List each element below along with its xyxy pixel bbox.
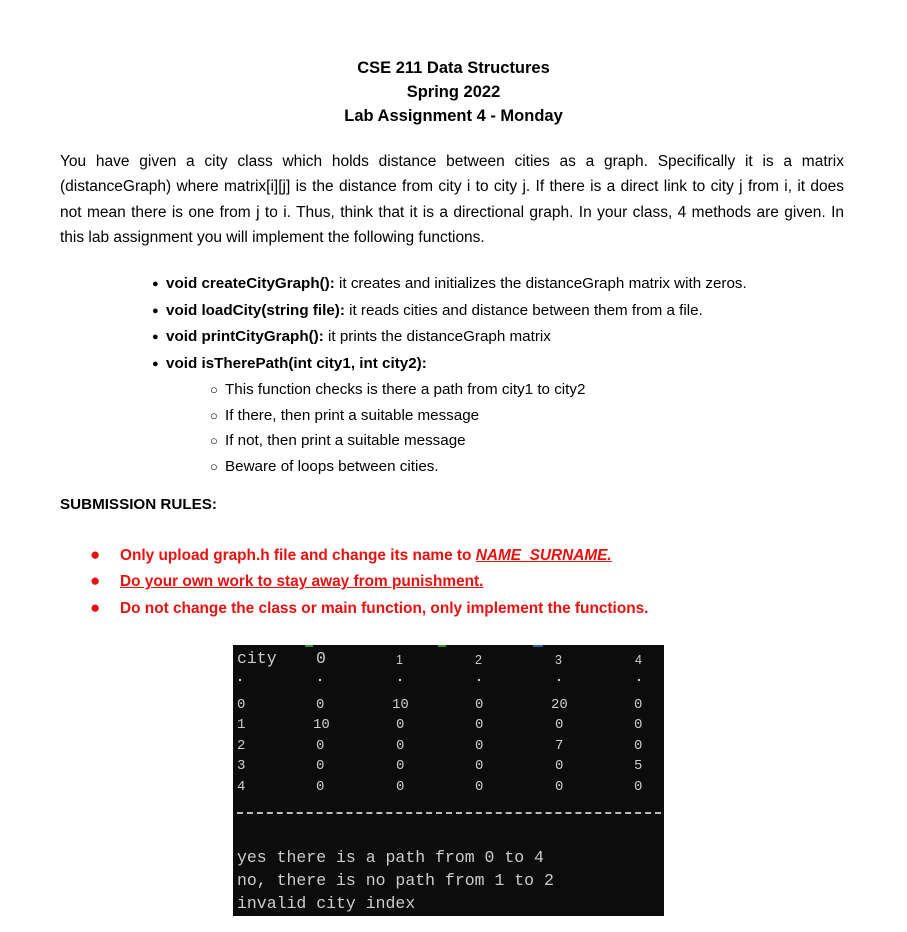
terminal-separator — [237, 812, 661, 814]
function-item — [152, 324, 852, 351]
column-header: 2 — [475, 653, 482, 667]
circle-bullet-icon: ○ — [210, 433, 218, 448]
rule-no-change: Do not change the class or main function, only implement the functions. — [120, 599, 649, 617]
matrix-cell: 10 — [313, 717, 330, 733]
rule-item — [90, 595, 648, 621]
matrix-cell: 0 — [316, 758, 325, 774]
header-dash — [319, 679, 321, 681]
path-note: ○ This function checks is there a path from city1 to city2 — [210, 377, 852, 403]
document-title-block — [0, 56, 907, 128]
name-surname-link: NAME_SURNAME. — [475, 547, 612, 564]
matrix-cell: 0 — [634, 779, 643, 795]
matrix-cell: 0 — [634, 717, 643, 733]
intro-paragraph: You have given a city class which holds distance between cities as a graph. Specifically it is a matrix (distanceGraph) where matrix[i][j] is the distance from city i to city j. If there is a direct link to city j from i, it does not mean there is one from j to i. Thus, think that it is a directional graph. In your class, 4 methods are given. In this lab assignment you will implement the following functions. — [60, 153, 844, 246]
bullet-icon: ● — [152, 331, 159, 343]
row-label: 3 — [237, 758, 246, 774]
column-header: 1 — [396, 653, 403, 667]
function-item — [152, 298, 852, 325]
header-dash — [558, 679, 560, 681]
rule-item — [90, 568, 648, 594]
bullet-icon: ● — [90, 571, 101, 591]
path-note: ○ Beware of loops between cities. — [210, 454, 852, 480]
matrix-corner-label: city — [237, 649, 277, 668]
column-header: 0 — [316, 649, 326, 668]
matrix-cell: 0 — [316, 738, 325, 754]
column-header: 3 — [555, 653, 562, 667]
matrix-cell: 0 — [555, 758, 564, 774]
bullet-icon: ● — [90, 545, 101, 564]
path-note: ○ If there, then print a suitable message — [210, 403, 852, 429]
function-signature: void isTherePath(int city1, int city2): — [166, 354, 427, 372]
matrix-cell: 0 — [396, 758, 405, 774]
row-label: 0 — [237, 697, 246, 713]
bullet-icon: ● — [152, 304, 159, 317]
matrix-cell: 0 — [555, 779, 564, 795]
matrix-cell: 0 — [475, 758, 484, 774]
row-label: 4 — [237, 779, 246, 795]
terminal-artifact — [438, 645, 446, 647]
matrix-cell: 0 — [475, 738, 484, 754]
matrix-cell: 0 — [316, 779, 325, 795]
function-description: it prints the distanceGraph matrix — [323, 328, 551, 345]
matrix-cell: 0 — [475, 717, 484, 733]
bullet-icon: ● — [152, 357, 159, 370]
path-notes-list — [152, 377, 852, 479]
term-title: Spring 2022 — [406, 83, 501, 101]
circle-bullet-icon: ○ — [210, 458, 218, 474]
terminal-output-line: yes there is a path from 0 to 4 — [237, 848, 544, 867]
function-list — [152, 271, 852, 479]
matrix-cell: 0 — [475, 779, 484, 795]
header-dash — [399, 679, 401, 681]
matrix-cell: 10 — [392, 697, 409, 713]
terminal-artifact — [533, 645, 543, 647]
matrix-cell: 0 — [475, 697, 484, 713]
bullet-icon: ● — [152, 278, 159, 290]
rule-own-work: Do your own work to stay away from punishment. — [120, 573, 484, 591]
submission-rules-list — [90, 542, 648, 621]
function-signature: void printCityGraph(): — [166, 328, 324, 345]
matrix-cell: 0 — [396, 779, 405, 795]
row-label: 2 — [237, 738, 246, 754]
terminal-output-line: no, there is no path from 1 to 2 — [237, 871, 554, 890]
terminal-artifact — [305, 645, 313, 647]
function-item — [152, 351, 852, 480]
row-label: 1 — [237, 717, 246, 733]
function-signature: void loadCity(string file): — [166, 301, 345, 319]
matrix-cell: 5 — [634, 758, 643, 774]
header-dash — [478, 679, 480, 681]
function-signature: void createCityGraph(): — [166, 275, 335, 292]
matrix-cell: 0 — [555, 717, 564, 733]
header-dash — [239, 679, 241, 681]
function-description: it reads cities and distance between them from a file. — [344, 301, 703, 319]
header-dash — [638, 679, 640, 681]
rule-item: ● Only upload graph.h file and change its name to NAME_SURNAME. — [90, 542, 648, 568]
matrix-cell: 0 — [634, 697, 643, 713]
function-item — [152, 271, 852, 298]
terminal-screenshot — [233, 645, 664, 916]
terminal-output-line: invalid city index — [237, 894, 416, 913]
matrix-cell: 20 — [551, 697, 568, 713]
bullet-icon: ● — [90, 597, 101, 617]
path-note: ○ If not, then print a suitable message — [210, 428, 852, 454]
column-header: 4 — [635, 653, 642, 667]
circle-bullet-icon: ○ — [210, 407, 218, 423]
function-description: it creates and initializes the distanceGraph matrix with zeros. — [334, 275, 747, 292]
course-title: CSE 211 Data Structures — [357, 59, 550, 77]
matrix-cell: 0 — [316, 697, 325, 713]
circle-bullet-icon: ○ — [210, 382, 218, 397]
matrix-cell: 0 — [396, 717, 405, 733]
matrix-cell: 0 — [634, 738, 643, 754]
submission-heading: SUBMISSION RULES: — [60, 496, 217, 513]
matrix-cell: 7 — [555, 738, 564, 754]
matrix-cell: 0 — [396, 738, 405, 754]
assignment-title: Lab Assignment 4 - Monday — [344, 107, 563, 125]
